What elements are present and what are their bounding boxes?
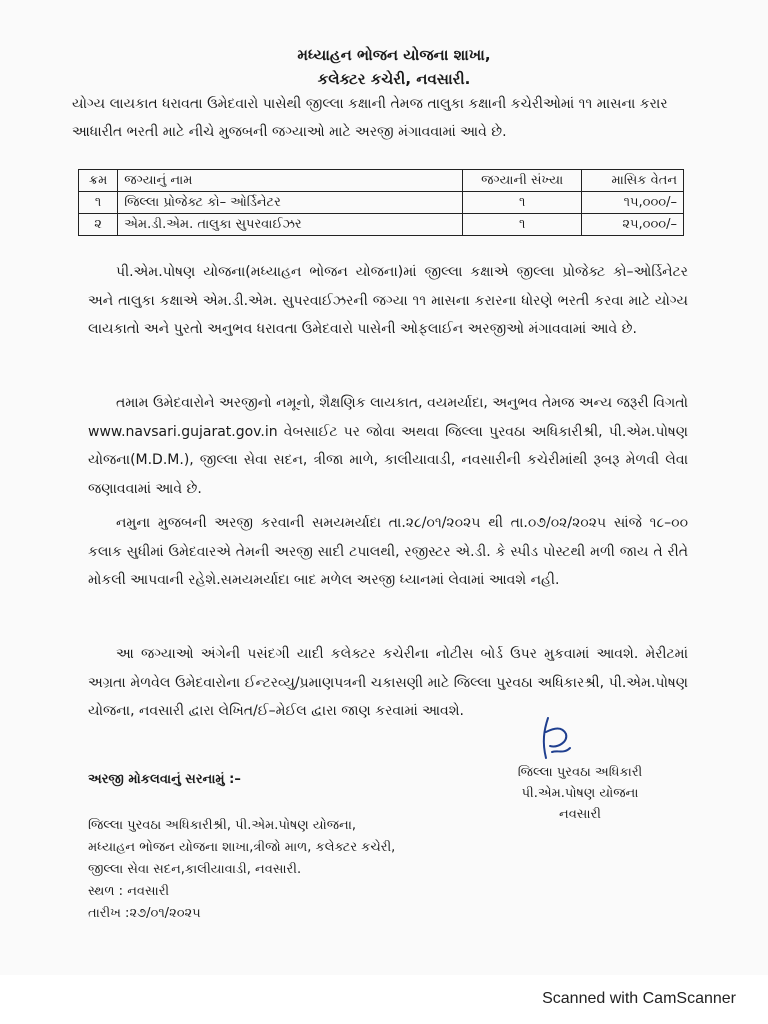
cell-no: ૨ [79,214,118,236]
intro-paragraph: યોગ્ય લાયકાત ધરાવતા ઉમેદવારો પાસેથી જીલ્લા કક્ષાની તેમજ તાલુકા કક્ષાની કચેરીઓમાં ૧૧ માસના કરાર આધારીત ભરતી માટે નીચે મુજબની જગ્યાઓ માટે અરજી મંગાવવામાં આવે છે. [72,96,668,140]
paragraph-scheme: પી.એમ.પોષણ યોજના(મધ્યાહન ભોજન યોજના)માં જીલ્લા કક્ષાએ જીલ્લા પ્રોજેક્ટ કો–ઓર્ડિનેટર અને તાલુકા કક્ષાએ એમ.ડી.એમ. સુપરવાઈઝરની જગ્યા ૧૧ માસના કરારના ધોરણે ભરતી કરવા માટે યોગ્ય લાયકાતો અને પુરતો અનુભવ ધરાવતા ઉમેદવારો પાસેની ઓફલાઈન અરજીઓ મંગાવવામાં આવે છે. [88,264,688,337]
col-header-count: જગ્યાની સંખ્યા [462,170,582,192]
address-line: જિલ્લા પુરવઠા અધિકારીશ્રી, પી.એમ.પોષણ યોજના, [88,818,357,833]
address-heading: અરજી મોકલવાનું સરનામું :– [88,772,241,787]
cell-count: ૧ [462,192,582,214]
address-block [88,815,508,925]
cell-count: ૧ [462,214,582,236]
cell-salary: ૧૫,૦૦૦/– [582,192,684,214]
table-row [79,214,684,236]
address-line: જીલ્લા સેવા સદન,કાલીયાવાડી, નવસારી. [88,862,302,877]
posts-table [78,169,684,236]
paragraph-deadline: નમુના મુજબની અરજી કરવાની સમયમર્યાદા તા.૨૮/૦૧/૨૦૨૫ થી તા.૦૭/૦૨/૨૦૨૫ સાંજે ૧૮–૦૦ કલાક સુધીમાં ઉમેદવારએ તેમની અરજી સાદી ટપાલથી, રજીસ્ટર એ.ડી. કે સ્પીડ પોસ્ટથી મળી જાય તે રીતે મોકલી આપવાની રહેશે.સમયમર્યાદા બાદ મળેલ અરજી ધ્યાનમાં લેવામાં આવશે નહી. [88,515,688,588]
col-header-salary: માસિક વેતન [582,170,684,192]
signatory-title: જિલ્લા પુરવઠા અધિકારી [517,765,643,780]
signature-icon [532,712,576,764]
col-header-no: ક્રમ [79,170,118,192]
paragraph-selection: આ જગ્યાઓ અંગેની પસંદગી યાદી કલેક્ટર કચેરીના નોટીસ બોર્ડ ઉપર મુકવામાં આવશે. મેરીટમાં અગ્રતા મેળવેલ ઉમેદવારોના ઈન્ટરવ્યુ/પ્રમાણપત્રની ચકાસણી માટે જિલ્લા પુરવઠા અધિકારશ્રી, પી.એમ.પોષણ યોજના, નવસારી દ્વારા લેખિત/ઈ–મેઈલ દ્વારા જાણ કરવામાં આવશે. [88,646,688,719]
table-header-row [79,170,684,192]
office-name: મધ્યાહન ભોજન યોજના શાખા, [297,46,491,64]
signatory-scheme: પી.એમ.પોષણ યોજના [521,786,639,801]
cell-salary: ૨૫,૦૦૦/– [582,214,684,236]
signatory-place: નવસારી [559,807,601,822]
office-location: કલેક્ટર કચેરી, નવસારી. [317,70,471,88]
cell-name: એમ.ડી.એમ. તાલુકા સુપરવાઈઝર [118,214,463,236]
paragraph-details: તમામ ઉમેદવારોને અરજીનો નમૂનો, શૈક્ષણિક લાયકાત, વયમર્યાદા, અનુભવ તેમજ અન્ય જરૂરી વિગતો www.navsari.gujarat.gov.in વેબસાઈટ પર જોવા અથવા જિલ્લા પુરવઠા અધિકારીશ્રી, પી.એમ.પોષણ યોજના(M.D.M.), જીલ્લા સેવા સદન, ત્રીજા માળે, કાલીયાવાડી, નવસારીની કચેરીમાંથી રૂબરૂ મેળવી લેવા જણાવવામાં આવે છે. [88,395,688,497]
col-header-name: જગ્યાનું નામ [118,170,463,192]
cell-name: જિલ્લા પ્રોજેક્ટ કો– ઓર્ડિનેટર [118,192,463,214]
cell-no: ૧ [79,192,118,214]
address-line: મધ્યાહન ભોજન યોજના શાખા,ત્રીજો માળ, કલેક્ટર કચેરી, [88,840,396,855]
table-row [79,192,684,214]
place-label: સ્થળ : નવસારી [88,884,170,899]
date-label: તારીખ :૨૭/૦૧/૨૦૨૫ [88,906,201,921]
scanner-watermark: Scanned with CamScanner [542,990,736,1007]
